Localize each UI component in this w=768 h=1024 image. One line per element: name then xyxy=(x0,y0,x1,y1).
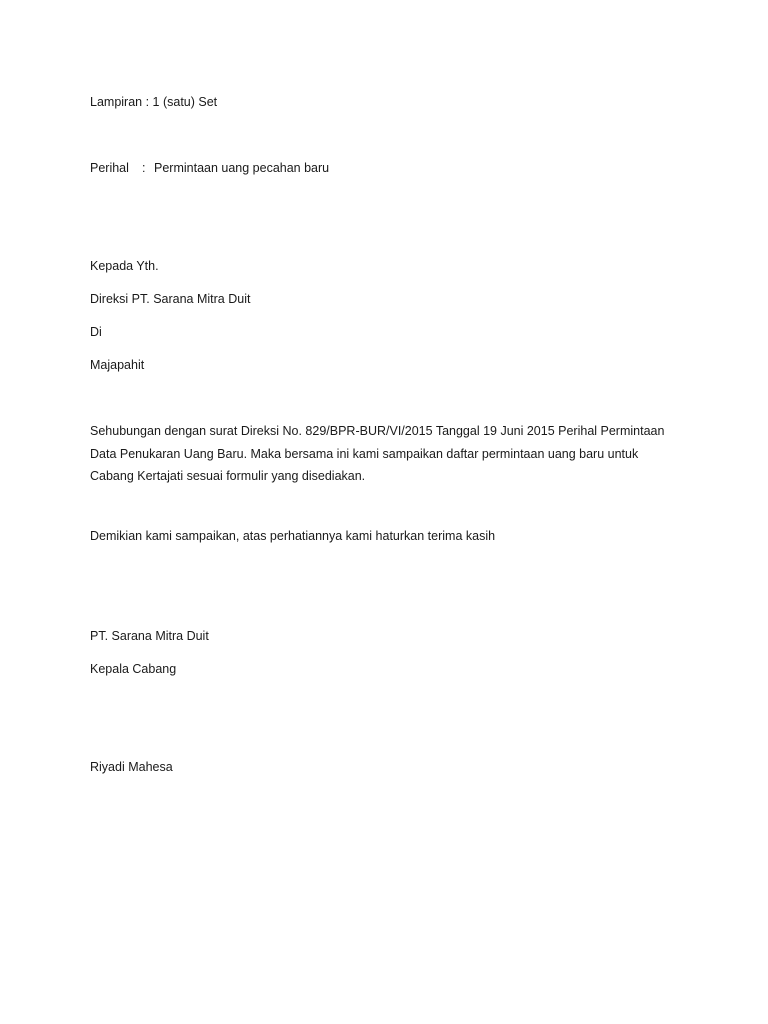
closing-line: Demikian kami sampaikan, atas perhatiannya kami haturkan terima kasih xyxy=(90,529,496,543)
recipient-place: Majapahit xyxy=(90,358,145,372)
perihal-label: Perihal xyxy=(90,161,129,175)
recipient-preposition: Di xyxy=(90,325,102,339)
recipient-salutation: Kepada Yth. xyxy=(90,259,159,273)
body-paragraph-line: Sehubungan dengan surat Direksi No. 829/BPR-BUR/VI/2015 Tanggal 19 Juni 2015 Perihal Permintaan xyxy=(90,424,665,438)
perihal-value: Permintaan uang pecahan baru xyxy=(154,161,330,175)
signature-position: Kepala Cabang xyxy=(90,662,177,676)
body-paragraph-line: Cabang Kertajati sesuai formulir yang disediakan. xyxy=(90,469,366,483)
perihal-separator: : xyxy=(142,161,146,175)
recipient-name: Direksi PT. Sarana Mitra Duit xyxy=(90,292,251,306)
signature-company: PT. Sarana Mitra Duit xyxy=(90,629,209,643)
body-paragraph xyxy=(90,420,664,488)
perihal-line xyxy=(90,160,329,176)
body-paragraph-line: Data Penukaran Uang Baru. Maka bersama ini kami sampaikan daftar permintaan uang baru untuk xyxy=(90,446,639,461)
signature-signer: Riyadi Mahesa xyxy=(90,760,173,774)
lampiran-line: Lampiran : 1 (satu) Set xyxy=(90,95,218,109)
